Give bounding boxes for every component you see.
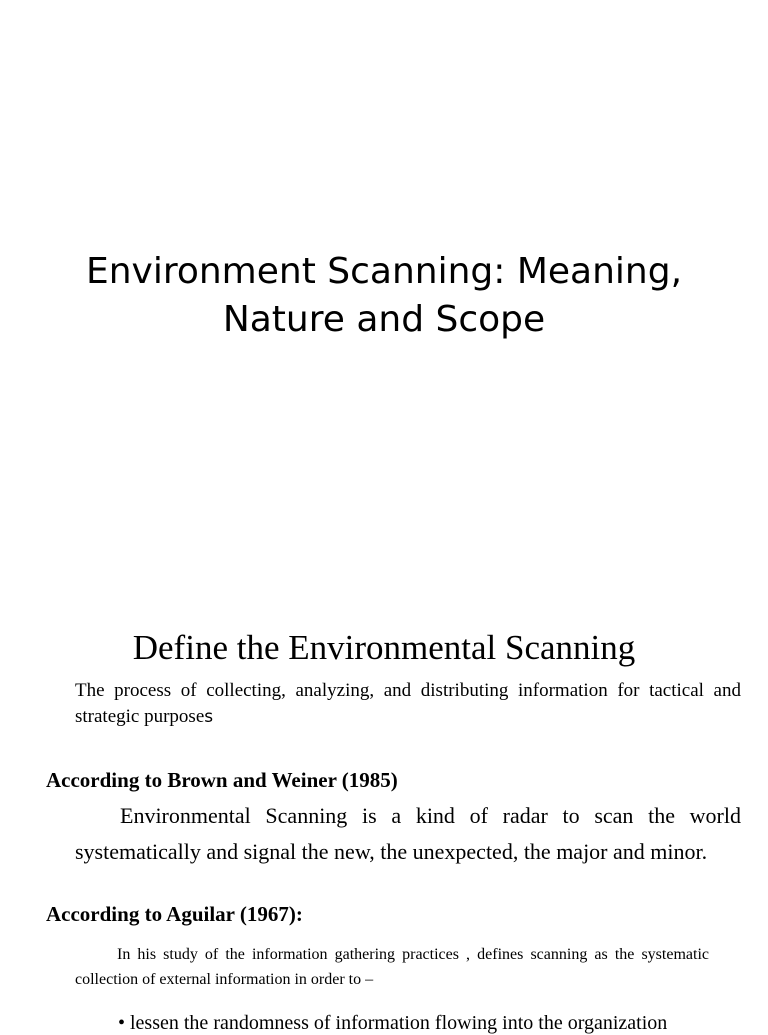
section-heading: Define the Environmental Scanning — [132, 628, 636, 667]
slide-title — [30, 248, 738, 344]
definition-text-tail: s — [204, 707, 214, 727]
brown-weiner-heading: According to Brown and Weiner (1985) — [46, 768, 398, 792]
title-line-1: Environment Scanning: Meaning, — [85, 251, 683, 292]
brown-weiner-quote: Environmental Scanning is a kind of radar to scan the world systematically and signal the new, the unexpected, the major and minor. — [75, 803, 741, 864]
definition-slide — [0, 590, 768, 1034]
aguilar-heading: According to Aguilar (1967): — [46, 902, 303, 926]
definition-text: The process of collecting, analyzing, and distributing information for tactical and strategic purpose — [75, 680, 741, 727]
bullet-item-cut-off: • lessen the randomness of information flowing into the organization — [118, 1012, 668, 1034]
definition-paragraph — [75, 678, 741, 730]
title-line-2: Nature and Scope — [222, 299, 546, 340]
aguilar-definition: In his study of the information gathering practices , defines scanning as the systematic collection of external information in order to – — [75, 946, 709, 988]
